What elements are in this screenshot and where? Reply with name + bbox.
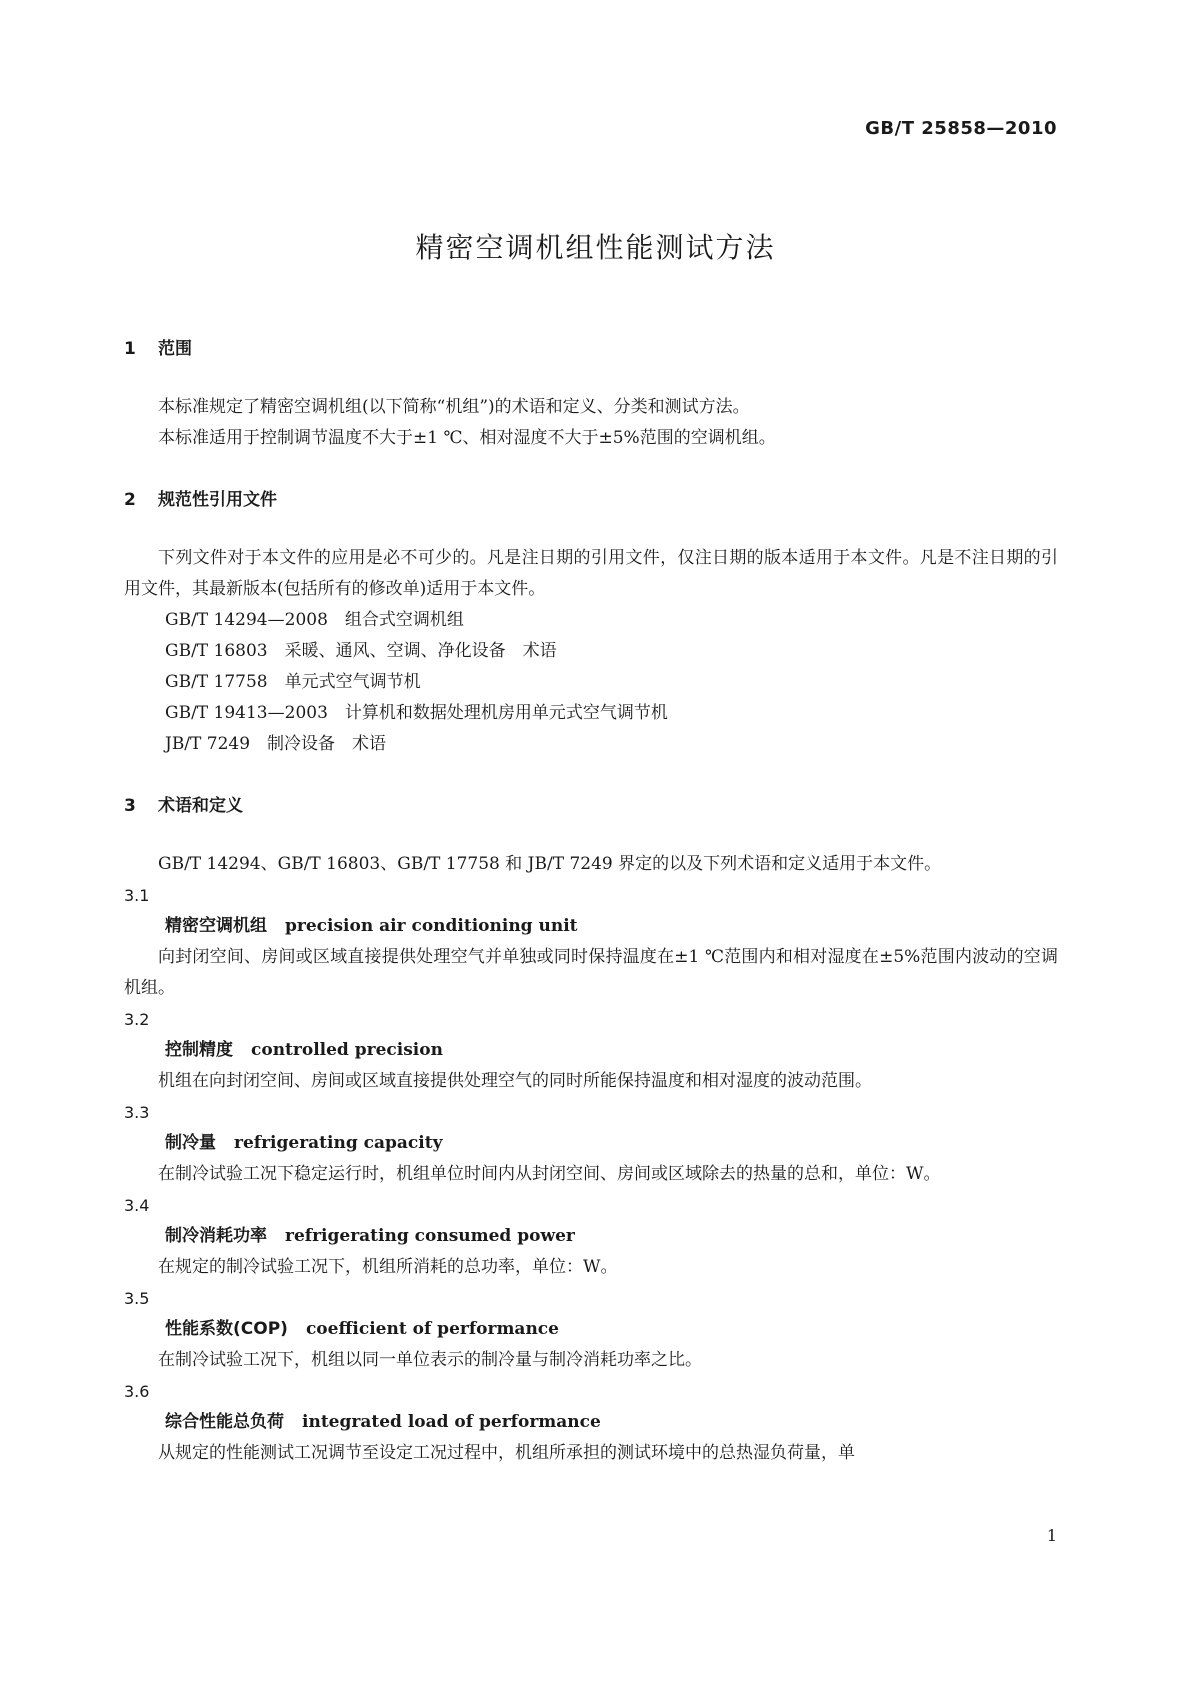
page-number: 1 — [1046, 1526, 1057, 1545]
term-en: refrigerating capacity — [234, 1133, 443, 1153]
reference-item — [124, 667, 1058, 698]
term-en: coefficient of performance — [305, 1319, 559, 1339]
term-heading — [124, 1314, 1058, 1345]
reference-item — [124, 729, 1058, 760]
term-number: 3.3 — [124, 1103, 150, 1122]
paragraph: 下列文件对于本文件的应用是必不可少的。凡是注日期的引用文件，仅注日期的版本适用于本文件。凡是不注日期的引用文件，其最新版本(包括所有的修改单)适用于本文件。 — [124, 548, 1058, 599]
term-en: controlled precision — [251, 1040, 443, 1060]
term-number: 3.5 — [124, 1289, 150, 1308]
reference-code: GB/T 16803 — [165, 641, 268, 661]
section-heading-terms-definitions — [124, 791, 1058, 821]
section-heading-normative-references — [124, 485, 1058, 515]
term-zh: 综合性能总负荷 — [165, 1412, 284, 1432]
section-title: 术语和定义 — [158, 796, 243, 816]
reference-name: 计算机和数据处理机房用单元式空气调节机 — [344, 703, 668, 723]
paragraph: 本标准规定了精密空调机组(以下简称“机组”)的术语和定义、分类和测试方法。 — [158, 397, 750, 417]
reference-name: 制冷设备 术语 — [267, 734, 387, 754]
term-number: 3.4 — [124, 1196, 150, 1215]
term-heading — [124, 911, 1058, 942]
term-number: 3.6 — [124, 1382, 150, 1401]
term-definition: 向封闭空间、房间或区域直接提供处理空气并单独或同时保持温度在±1 ℃范围内和相对湿度在±5%范围内波动的空调机组。 — [124, 947, 1058, 998]
reference-name: 采暖、通风、空调、净化设备 术语 — [284, 641, 557, 661]
term-zh: 精密空调机组 — [165, 916, 267, 936]
term-heading — [124, 1035, 1058, 1066]
term-zh: 控制精度 — [165, 1040, 233, 1060]
reference-item — [124, 698, 1058, 729]
reference-code: JB/T 7249 — [165, 734, 251, 754]
document-title: 精密空调机组性能测试方法 — [415, 231, 776, 264]
term-heading — [124, 1407, 1058, 1438]
reference-name: 单元式空气调节机 — [284, 672, 421, 692]
section-number: 2 — [124, 490, 136, 510]
section-number: 3 — [124, 796, 136, 816]
term-definition: 机组在向封闭空间、房间或区域直接提供处理空气的同时所能保持温度和相对湿度的波动范围。 — [158, 1071, 872, 1091]
term-definition: 从规定的性能测试工况调节至设定工况过程中，机组所承担的测试环境中的总热湿负荷量，单 — [158, 1443, 855, 1463]
section-number: 1 — [124, 339, 136, 359]
term-number: 3.1 — [124, 886, 150, 905]
document-body — [124, 334, 1058, 1469]
reference-code: GB/T 17758 — [165, 672, 268, 692]
reference-code: GB/T 19413—2003 — [165, 703, 328, 723]
term-zh: 制冷消耗功率 — [165, 1226, 267, 1246]
term-zh: 性能系数(COP) — [165, 1319, 288, 1339]
reference-item — [124, 636, 1058, 667]
paragraph: 本标准适用于控制调节温度不大于±1 ℃、相对湿度不大于±5%范围的空调机组。 — [158, 428, 776, 448]
term-definition: 在制冷试验工况下，机组以同一单位表示的制冷量与制冷消耗功率之比。 — [158, 1350, 702, 1370]
term-en: precision air conditioning unit — [285, 916, 578, 936]
reference-name: 组合式空调机组 — [344, 610, 464, 630]
section-heading-scope — [124, 334, 1058, 364]
term-heading — [124, 1221, 1058, 1252]
term-number: 3.2 — [124, 1010, 150, 1029]
reference-item — [124, 605, 1058, 636]
term-zh: 制冷量 — [165, 1133, 216, 1153]
paragraph: GB/T 14294、GB/T 16803、GB/T 17758 和 JB/T 7249 界定的以及下列术语和定义适用于本文件。 — [158, 854, 942, 874]
section-title: 范围 — [158, 339, 192, 359]
term-en: integrated load of performance — [302, 1412, 601, 1432]
term-definition: 在规定的制冷试验工况下，机组所消耗的总功率，单位：W。 — [158, 1257, 618, 1277]
term-heading — [124, 1128, 1058, 1159]
standard-code: GB/T 25858—2010 — [865, 118, 1057, 139]
term-en: refrigerating consumed power — [285, 1226, 575, 1246]
reference-code: GB/T 14294—2008 — [165, 610, 328, 630]
term-definition: 在制冷试验工况下稳定运行时，机组单位时间内从封闭空间、房间或区域除去的热量的总和，单位：W。 — [158, 1164, 941, 1184]
section-title: 规范性引用文件 — [158, 490, 277, 510]
